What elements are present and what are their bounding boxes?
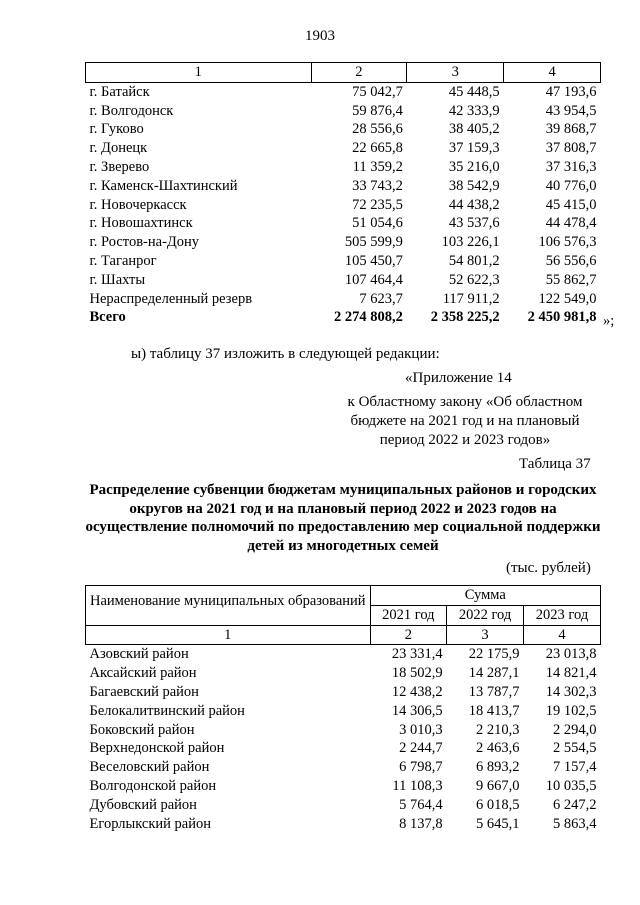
value-cell: 14 306,5	[391, 702, 443, 719]
table-row	[86, 158, 601, 177]
value-cell: 6 247,2	[553, 796, 597, 813]
continued-subsidy-table	[85, 62, 601, 327]
value-cell: 38 542,9	[448, 177, 500, 194]
column-index: 2	[370, 625, 447, 645]
value-cell: 14 302,3	[545, 683, 597, 700]
header-row	[86, 586, 601, 606]
value-cell: 11 359,2	[352, 158, 403, 175]
column-index: 1	[86, 63, 312, 83]
municipality-column-header: Наименование муниципальных образований	[86, 586, 371, 626]
table-row	[86, 721, 601, 740]
value-cell: 6 798,7	[399, 759, 443, 776]
value-cell: 22 665,8	[352, 140, 403, 157]
table-row	[86, 777, 601, 796]
table-row	[86, 214, 601, 233]
value-cell: 12 438,2	[391, 683, 443, 700]
table-row	[86, 664, 601, 683]
value-cell: 56 556,6	[545, 252, 597, 269]
value-cell: 23 013,8	[545, 646, 597, 663]
value-cell: 19 102,5	[545, 702, 597, 719]
column-index: 3	[407, 63, 504, 83]
value-cell: 6 018,5	[476, 796, 520, 813]
appendix-label: «Приложение 14	[405, 370, 512, 386]
column-index: 1	[86, 625, 371, 645]
row-name-cell: г. Батайск	[89, 83, 150, 100]
column-index: 3	[447, 625, 524, 645]
value-cell: 22 175,9	[468, 646, 520, 663]
table-row	[86, 233, 601, 252]
value-cell: 44 438,2	[448, 196, 500, 213]
table-row	[86, 702, 601, 721]
table-row	[86, 139, 601, 158]
column-index: 2	[311, 63, 407, 83]
value-cell: 18 502,9	[391, 665, 443, 682]
value-cell: 122 549,0	[538, 290, 597, 307]
column-index-row	[86, 63, 601, 83]
row-name-cell: г. Ростов-на-Дону	[89, 234, 200, 251]
total-value: 2 450 981,8	[527, 309, 597, 326]
value-cell: 59 876,4	[352, 102, 403, 119]
year-header: 2022 год	[447, 605, 524, 625]
value-cell: 28 556,6	[352, 121, 403, 138]
table-row	[86, 290, 601, 309]
value-cell: 7 623,7	[359, 290, 403, 307]
value-cell: 45 415,0	[545, 196, 597, 213]
value-cell: 39 868,7	[545, 121, 597, 138]
table-row	[86, 82, 601, 101]
row-name-cell: г. Зверево	[89, 158, 150, 175]
value-cell: 52 622,3	[448, 271, 500, 288]
value-cell: 10 035,5	[545, 777, 597, 794]
column-index-row	[86, 625, 601, 645]
value-cell: 18 413,7	[468, 702, 520, 719]
table-end-mark: »;	[603, 313, 615, 329]
value-cell: 42 333,9	[448, 102, 500, 119]
row-name-cell: Багаевский район	[89, 683, 199, 700]
row-name-cell: Белокалитвинский район	[89, 702, 245, 719]
amendment-instruction: ы) таблицу 37 изложить в следующей редакции:	[131, 346, 440, 362]
table-row	[86, 739, 601, 758]
value-cell: 33 743,2	[352, 177, 403, 194]
value-cell: 75 042,7	[352, 83, 403, 100]
value-cell: 106 576,3	[538, 234, 597, 251]
row-name-cell: Волгодонской район	[89, 777, 217, 794]
table-label: Таблица 37	[519, 456, 591, 472]
table-row	[86, 120, 601, 139]
value-cell: 9 667,0	[476, 777, 520, 794]
value-cell: 117 911,2	[442, 290, 500, 307]
value-cell: 2 244,7	[399, 740, 443, 757]
value-cell: 51 054,6	[352, 215, 403, 232]
value-cell: 23 331,4	[391, 646, 443, 663]
row-name-cell: г. Волгодонск	[89, 102, 174, 119]
row-name-cell: г. Каменск-Шахтинский	[89, 177, 238, 194]
row-name-cell: Азовский район	[89, 646, 189, 663]
row-name-cell: г. Таганрог	[89, 252, 157, 269]
total-value: 2 358 225,2	[430, 309, 500, 326]
row-name-cell: Верхнедонской район	[89, 740, 225, 757]
value-cell: 2 294,0	[553, 721, 597, 738]
row-name-cell: г. Гуково	[89, 121, 144, 138]
row-name-cell: Боковский район	[89, 721, 195, 738]
value-cell: 37 159,3	[448, 140, 500, 157]
units-note: (тыс. рублей)	[506, 560, 591, 576]
table-row	[86, 645, 601, 664]
value-cell: 43 537,6	[448, 215, 500, 232]
value-cell: 5 645,1	[476, 815, 520, 832]
value-cell: 43 954,5	[545, 102, 597, 119]
page-number: 1903	[305, 28, 335, 44]
value-cell: 7 157,4	[553, 759, 597, 776]
row-name-cell: Веселовский район	[89, 759, 210, 776]
value-cell: 55 862,7	[545, 271, 597, 288]
table-row	[86, 271, 601, 290]
value-cell: 103 226,1	[441, 234, 500, 251]
row-name-cell: Егорлыкский район	[89, 815, 211, 832]
value-cell: 35 216,0	[448, 158, 500, 175]
value-cell: 11 108,3	[392, 777, 443, 794]
value-cell: 505 599,9	[344, 234, 403, 251]
table-title: Распределение субвенции бюджетам муниципальных районов и городских округов на 2021 год и на плановый период 2022 и 2023 годов на осуществление полномочий по предоставлению мер социальной поддержки детей из многодетных семей	[85, 482, 601, 554]
table-row	[86, 196, 601, 215]
sum-column-header: Сумма	[370, 586, 600, 606]
subsidy-distribution-table	[85, 585, 601, 833]
value-cell: 47 193,6	[545, 83, 597, 100]
row-name-cell: г. Новочеркасск	[89, 196, 187, 213]
total-row	[86, 308, 601, 327]
table-row	[86, 252, 601, 271]
value-cell: 8 137,8	[399, 815, 443, 832]
value-cell: 5 863,4	[553, 815, 597, 832]
table-row	[86, 102, 601, 121]
value-cell: 2 210,3	[476, 721, 520, 738]
value-cell: 37 316,3	[545, 158, 597, 175]
value-cell: 3 010,3	[399, 721, 443, 738]
value-cell: 37 808,7	[545, 140, 597, 157]
value-cell: 14 287,1	[468, 665, 520, 682]
value-cell: 6 893,2	[476, 759, 520, 776]
value-cell: 2 554,5	[553, 740, 597, 757]
value-cell: 13 787,7	[468, 683, 520, 700]
value-cell: 40 776,0	[545, 177, 597, 194]
value-cell: 107 464,4	[344, 271, 403, 288]
row-name-cell: г. Новошахтинск	[89, 215, 193, 232]
table-row	[86, 758, 601, 777]
row-name-cell: Дубовский район	[89, 796, 197, 813]
row-name-cell: Аксайский район	[89, 665, 197, 682]
row-name-cell: г. Донецк	[89, 140, 148, 157]
value-cell: 5 764,4	[399, 796, 443, 813]
value-cell: 105 450,7	[344, 252, 403, 269]
value-cell: 38 405,2	[448, 121, 500, 138]
row-name-cell: Нераспределенный резерв	[89, 290, 253, 307]
value-cell: 14 821,4	[545, 665, 597, 682]
value-cell: 54 801,2	[448, 252, 500, 269]
total-label: Всего	[89, 309, 126, 326]
row-name-cell: г. Шахты	[89, 271, 146, 288]
column-index: 4	[504, 63, 601, 83]
table-row	[86, 815, 601, 834]
table-row	[86, 683, 601, 702]
table-row	[86, 796, 601, 815]
table-row	[86, 177, 601, 196]
value-cell: 72 235,5	[352, 196, 403, 213]
value-cell: 44 478,4	[545, 215, 597, 232]
column-index: 4	[524, 625, 601, 645]
value-cell: 2 463,6	[476, 740, 520, 757]
total-value: 2 274 808,2	[333, 309, 403, 326]
law-reference: к Областному закону «Об областном бюджете на 2021 год и на плановый период 2022 и 2023 годов»	[347, 394, 583, 448]
year-header: 2021 год	[370, 605, 447, 625]
year-header: 2023 год	[524, 605, 601, 625]
value-cell: 45 448,5	[448, 83, 500, 100]
